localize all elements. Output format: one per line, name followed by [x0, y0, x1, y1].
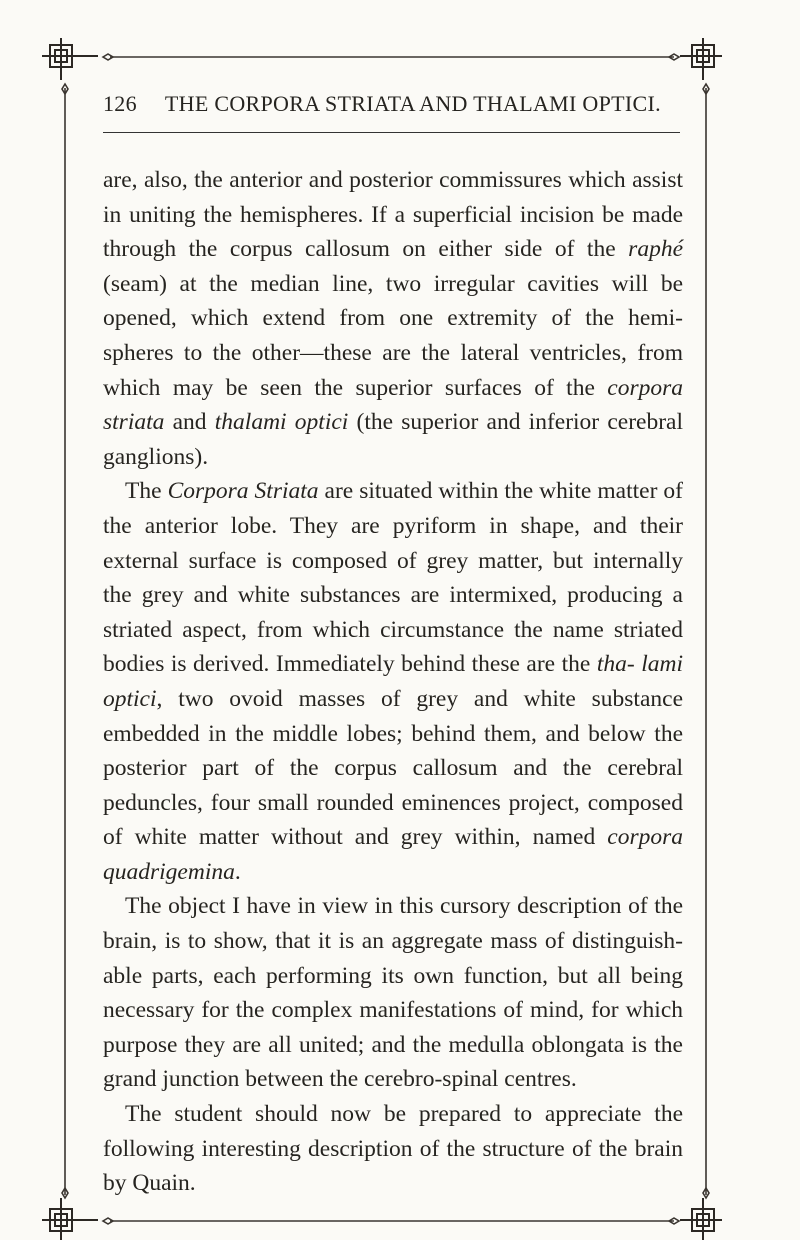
- italic-term: raphé: [628, 236, 683, 263]
- italic-term: corpora striata: [103, 374, 683, 436]
- text-run: The: [125, 478, 168, 505]
- paragraph: [103, 163, 683, 474]
- text-run: (seam) at the median line, two irregular cavities will be opened, which extend from one extremity of the hemi- spheres to the other—these are the lateral ventricles, from which may be seen the superior surfaces of the: [103, 270, 683, 401]
- text-run: and: [164, 409, 215, 436]
- text-run: , two ovoid masses of grey and white substance embedded in the middle lobes; behind them, and below the posterior part of the corpus callosum and the cerebral peduncles, four small rounded eminences project, composed of white matter without and grey within, named: [103, 685, 683, 851]
- corner-ornament-bottom-right: [680, 1198, 722, 1240]
- paragraph: [103, 474, 683, 889]
- italic-term: thalami optici: [214, 409, 349, 436]
- header-rule: [103, 132, 680, 133]
- italic-term: Corpora Striata: [167, 478, 319, 505]
- text-run: are, also, the anterior and posterior commissures which assist in uniting the hemispheres. If a superficial incision be made through the corpus callosum on either side of the: [103, 167, 683, 263]
- text-run: (the superior and inferior cerebral ganglions).: [103, 409, 683, 470]
- corner-ornament-top-right: [680, 38, 722, 80]
- running-title: THE CORPORA STRIATA AND THALAMI OPTICI.: [164, 91, 661, 116]
- corner-ornament-top-left: [42, 38, 98, 80]
- text-run: The student should now be prepared to appreciate the following interesting description of the structure of the brain by Quain.: [103, 1101, 683, 1197]
- paragraph: [103, 889, 683, 1097]
- paragraph: [103, 1097, 683, 1201]
- text-run: are situated within the white matter of the anterior lobe. They are pyriform in shape, and their external surface is composed of grey matter, but internally the grey and white substances are intermixed, producing a striated aspect, from which circumstance the name striated bodies is derived. Immediately behind these are the: [103, 478, 683, 678]
- corner-ornament-bottom-left: [42, 1198, 98, 1240]
- text-run: The object I have in view in this cursory description of the brain, is to show, that it is an aggregate mass of distinguish- able parts, each performing its own function, but all being necessary for the complex manifestations of mind, for which purpose they are all united; and the medulla oblongata is the grand junction between the cerebro-spinal centres.: [103, 893, 683, 1093]
- page-number: 126: [103, 91, 137, 116]
- text-run: .: [234, 858, 241, 885]
- italic-term: tha- lami optici: [103, 651, 683, 712]
- italic-term: corpora quadrigemina: [103, 824, 683, 885]
- running-header: [103, 91, 663, 117]
- body-text: [103, 163, 683, 1201]
